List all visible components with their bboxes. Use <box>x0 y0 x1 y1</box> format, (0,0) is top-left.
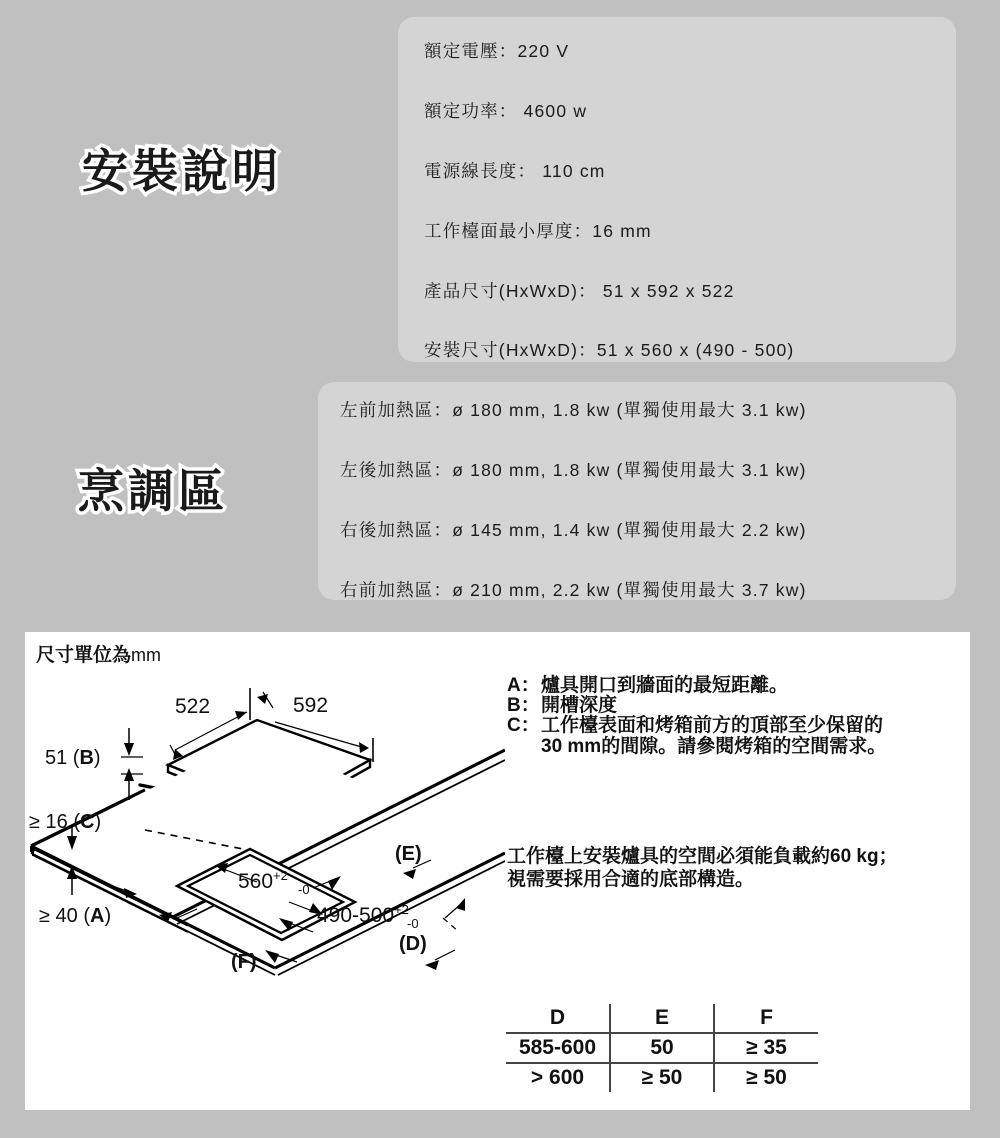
units-note-unit: mm <box>131 645 162 665</box>
legend-row-c <box>507 716 962 736</box>
legend-text-c: 工作檯表面和烤箱前方的頂部至少保留的 <box>541 715 884 736</box>
spec-rated-power: 額定功率： 4600 w <box>424 100 588 121</box>
zone-rear-left: 左後加熱區：ø 180 mm, 1.8 kw (單獨使用最大 3.1 kw) <box>340 459 807 480</box>
spec-cutout-dimensions: 安裝尺寸(HxWxD)：51 x 560 x (490 - 500) <box>424 340 795 361</box>
legend-key-a: A： <box>507 675 540 696</box>
zone-rear-right: 右後加熱區：ø 145 mm, 1.4 kw (單獨使用最大 2.2 kw) <box>340 519 807 540</box>
dim-label-40-a: ≥ 40 (A) <box>39 905 112 927</box>
legend-text-b: 開槽深度 <box>541 695 618 716</box>
legend-key-c: C： <box>507 715 540 736</box>
spec-product-dimensions: 產品尺寸(HxWxD)： 51 x 592 x 522 <box>424 280 735 301</box>
table-header-d: D <box>506 1004 610 1033</box>
legend-row-b <box>507 696 962 716</box>
units-note-cjk: 尺寸單位為 <box>36 645 132 666</box>
table-cell-e-1: 50 <box>610 1033 714 1063</box>
legend-continuation: 30 mm的間隙。請參閱烤箱的空間需求。 <box>541 736 887 757</box>
load-note-line-1: 工作檯上安裝爐具的空間必須能負載約60 kg； <box>507 846 898 867</box>
table-cell-e-2: ≥ 50 <box>610 1063 714 1092</box>
page-title-cooking-zones: 烹調區 <box>78 465 228 517</box>
table-cell-f-2: ≥ 50 <box>746 1066 787 1089</box>
marker-label-d: (D) <box>399 933 427 955</box>
zone-front-left: 左前加熱區：ø 180 mm, 1.8 kw (單獨使用最大 3.1 kw) <box>340 400 807 420</box>
spec-rated-voltage: 額定電壓：220 V <box>424 41 570 61</box>
table-header-row <box>506 1004 818 1033</box>
table-row <box>506 1063 818 1092</box>
table-row <box>506 1033 818 1063</box>
legend-text-a: 爐具開口到牆面的最短距離。 <box>541 675 789 696</box>
dim-label-16-c: ≥ 16 (C) <box>29 811 102 833</box>
dim-label-490-500: $490-500^{+2}$ -0 <box>317 902 419 931</box>
marker-label-f: (F) <box>231 951 257 973</box>
legend-key-b: B： <box>507 695 540 716</box>
installation-spec-panel <box>398 17 956 362</box>
legend-block <box>507 676 962 758</box>
load-note-line-2: 視需要採用合適的底部構造。 <box>507 869 755 890</box>
hob-installation-diagram <box>25 650 505 990</box>
table-cell-d-1: 585-600 <box>506 1033 610 1063</box>
table-header-f: F <box>714 1004 818 1033</box>
spec-cable-length: 電源線長度： 110 cm <box>424 160 606 181</box>
table-cell-d-2: > 600 <box>506 1063 610 1092</box>
marker-label-e: (E) <box>395 843 422 865</box>
clearance-table <box>506 1004 818 1092</box>
load-bearing-note <box>507 845 970 891</box>
zone-front-right: 右前加熱區：ø 210 mm, 2.2 kw (單獨使用最大 3.7 kw) <box>340 579 807 600</box>
table-cell-f-1: ≥ 35 <box>714 1033 818 1063</box>
dim-label-51-b: 51 (B) <box>45 747 101 769</box>
dim-label-522: 522 <box>175 695 211 718</box>
cooking-zones-panel <box>318 382 956 600</box>
spec-worktop-thickness: 工作檯面最小厚度：16 mm <box>424 220 652 241</box>
page-title-installation: 安裝說明 <box>82 145 282 197</box>
technical-drawing-panel <box>25 632 970 1110</box>
table-header-e: E <box>610 1004 714 1033</box>
dim-label-560: $560^{+2}-0$ <box>238 868 310 897</box>
legend-row-a <box>507 676 962 696</box>
dim-label-592: 592 <box>293 694 329 717</box>
